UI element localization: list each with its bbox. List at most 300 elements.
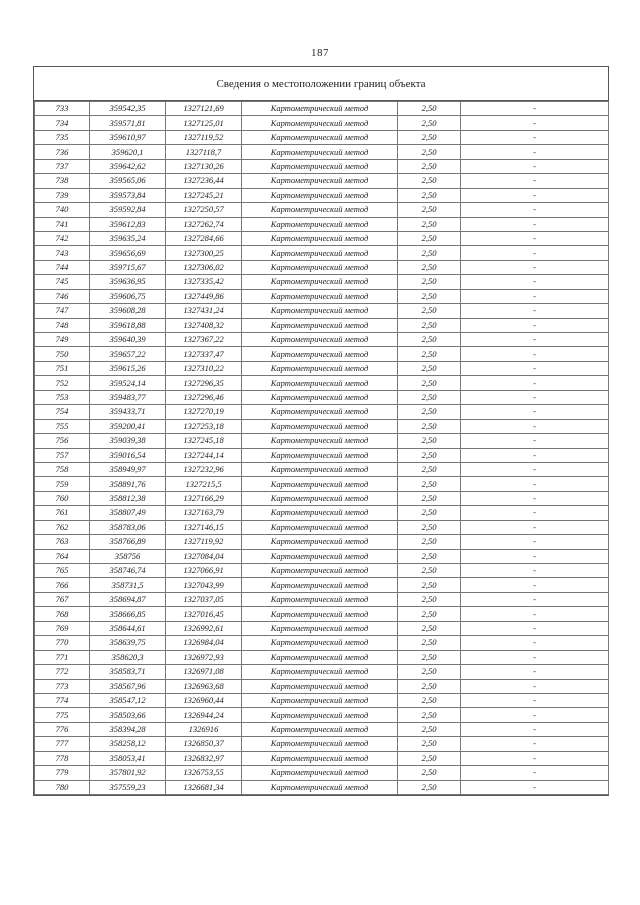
table-row [35,564,609,578]
coord-x-cell: 358807,49 [90,506,166,520]
coord-y-cell: 1327084,04 [166,549,242,563]
table-row [35,390,609,404]
coordinates-table [34,101,609,795]
point-number-cell: 747 [35,304,90,318]
table-row [35,693,609,707]
point-number-cell: 735 [35,130,90,144]
method-cell: Картометрический метод [242,693,398,707]
table-row [35,145,609,159]
table-row [35,722,609,736]
table-row [35,231,609,245]
point-number-cell: 746 [35,289,90,303]
coord-y-cell: 1326850,37 [166,737,242,751]
accuracy-cell: 2,50 [398,260,461,274]
accuracy-cell: 2,50 [398,145,461,159]
accuracy-cell: 2,50 [398,304,461,318]
accuracy-cell: 2,50 [398,636,461,650]
note-cell: - [461,621,609,635]
coord-y-cell: 1327367,22 [166,333,242,347]
method-cell: Картометрический метод [242,679,398,693]
method-cell: Картометрический метод [242,188,398,202]
note-cell: - [461,246,609,260]
method-cell: Картометрический метод [242,174,398,188]
table-row [35,578,609,592]
section-title: Сведения о местоположении границ объекта [34,67,608,101]
note-cell: - [461,405,609,419]
accuracy-cell: 2,50 [398,506,461,520]
coord-y-cell: 1327236,44 [166,174,242,188]
point-number-cell: 749 [35,333,90,347]
coord-y-cell: 1326916 [166,722,242,736]
coord-x-cell: 358394,28 [90,722,166,736]
coord-y-cell: 1327130,26 [166,159,242,173]
point-number-cell: 775 [35,708,90,722]
coord-x-cell: 358746,74 [90,564,166,578]
method-cell: Картометрический метод [242,766,398,780]
accuracy-cell: 2,50 [398,650,461,664]
note-cell: - [461,130,609,144]
point-number-cell: 773 [35,679,90,693]
coord-y-cell: 1327449,86 [166,289,242,303]
coord-y-cell: 1326753,55 [166,766,242,780]
coord-x-cell: 359618,88 [90,318,166,332]
table-row [35,102,609,116]
method-cell: Картометрический метод [242,564,398,578]
table-row [35,434,609,448]
coord-y-cell: 1327296,35 [166,376,242,390]
note-cell: - [461,708,609,722]
coord-x-cell: 358639,75 [90,636,166,650]
table-row [35,318,609,332]
method-cell: Картометрический метод [242,549,398,563]
method-cell: Картометрический метод [242,520,398,534]
accuracy-cell: 2,50 [398,347,461,361]
table-row [35,650,609,664]
coord-x-cell: 358694,87 [90,592,166,606]
note-cell: - [461,636,609,650]
point-number-cell: 765 [35,564,90,578]
table-row [35,448,609,462]
table-row [35,159,609,173]
method-cell: Картометрический метод [242,145,398,159]
note-cell: - [461,477,609,491]
coord-y-cell: 1327125,01 [166,116,242,130]
note-cell: - [461,751,609,765]
note-cell: - [461,607,609,621]
table-row [35,679,609,693]
coord-x-cell: 359612,83 [90,217,166,231]
accuracy-cell: 2,50 [398,130,461,144]
accuracy-cell: 2,50 [398,203,461,217]
coord-y-cell: 1327335,42 [166,275,242,289]
table-row [35,607,609,621]
coord-x-cell: 358503,66 [90,708,166,722]
coord-x-cell: 358949,97 [90,462,166,476]
coord-x-cell: 359592,84 [90,203,166,217]
coord-y-cell: 1327146,15 [166,520,242,534]
point-number-cell: 760 [35,491,90,505]
note-cell: - [461,549,609,563]
table-row [35,462,609,476]
method-cell: Картометрический метод [242,737,398,751]
accuracy-cell: 2,50 [398,434,461,448]
coord-x-cell: 358547,12 [90,693,166,707]
method-cell: Картометрический метод [242,592,398,606]
table-row [35,174,609,188]
method-cell: Картометрический метод [242,246,398,260]
coord-y-cell: 1327253,18 [166,419,242,433]
note-cell: - [461,679,609,693]
point-number-cell: 769 [35,621,90,635]
coord-y-cell: 1327408,32 [166,318,242,332]
coord-y-cell: 1327043,99 [166,578,242,592]
accuracy-cell: 2,50 [398,766,461,780]
accuracy-cell: 2,50 [398,376,461,390]
method-cell: Картометрический метод [242,217,398,231]
point-number-cell: 759 [35,477,90,491]
coord-x-cell: 358644,61 [90,621,166,635]
coord-x-cell: 357559,23 [90,780,166,794]
method-cell: Картометрический метод [242,607,398,621]
point-number-cell: 778 [35,751,90,765]
note-cell: - [461,102,609,116]
accuracy-cell: 2,50 [398,780,461,794]
coord-y-cell: 1327284,66 [166,231,242,245]
point-number-cell: 767 [35,592,90,606]
table-row [35,506,609,520]
accuracy-cell: 2,50 [398,333,461,347]
point-number-cell: 751 [35,361,90,375]
table-row [35,751,609,765]
point-number-cell: 768 [35,607,90,621]
table-row [35,520,609,534]
accuracy-cell: 2,50 [398,578,461,592]
coord-y-cell: 1327337,47 [166,347,242,361]
note-cell: - [461,203,609,217]
coord-y-cell: 1326984,04 [166,636,242,650]
coord-y-cell: 1327431,24 [166,304,242,318]
method-cell: Картометрический метод [242,722,398,736]
note-cell: - [461,722,609,736]
accuracy-cell: 2,50 [398,159,461,173]
point-number-cell: 739 [35,188,90,202]
accuracy-cell: 2,50 [398,361,461,375]
note-cell: - [461,289,609,303]
accuracy-cell: 2,50 [398,665,461,679]
note-cell: - [461,434,609,448]
coord-x-cell: 358053,41 [90,751,166,765]
accuracy-cell: 2,50 [398,116,461,130]
method-cell: Картометрический метод [242,751,398,765]
table-row [35,333,609,347]
point-number-cell: 762 [35,520,90,534]
table-row [35,304,609,318]
note-cell: - [461,260,609,274]
note-cell: - [461,592,609,606]
method-cell: Картометрический метод [242,578,398,592]
accuracy-cell: 2,50 [398,477,461,491]
coord-x-cell: 358258,12 [90,737,166,751]
point-number-cell: 741 [35,217,90,231]
method-cell: Картометрический метод [242,116,398,130]
accuracy-cell: 2,50 [398,174,461,188]
coord-x-cell: 359016,54 [90,448,166,462]
coord-x-cell: 358766,89 [90,535,166,549]
note-cell: - [461,564,609,578]
note-cell: - [461,448,609,462]
coord-x-cell: 359636,95 [90,275,166,289]
point-number-cell: 766 [35,578,90,592]
accuracy-cell: 2,50 [398,722,461,736]
note-cell: - [461,766,609,780]
coord-x-cell: 358891,76 [90,477,166,491]
coord-y-cell: 1327163,79 [166,506,242,520]
method-cell: Картометрический метод [242,506,398,520]
accuracy-cell: 2,50 [398,751,461,765]
method-cell: Картометрический метод [242,130,398,144]
point-number-cell: 776 [35,722,90,736]
point-number-cell: 764 [35,549,90,563]
coord-x-cell: 359433,71 [90,405,166,419]
accuracy-cell: 2,50 [398,693,461,707]
accuracy-cell: 2,50 [398,607,461,621]
coord-x-cell: 358666,85 [90,607,166,621]
note-cell: - [461,231,609,245]
coord-y-cell: 1326944,24 [166,708,242,722]
table-row [35,246,609,260]
point-number-cell: 780 [35,780,90,794]
method-cell: Картометрический метод [242,361,398,375]
coord-y-cell: 1327262,74 [166,217,242,231]
accuracy-cell: 2,50 [398,564,461,578]
coord-y-cell: 1327119,92 [166,535,242,549]
table-row [35,347,609,361]
coord-y-cell: 1327037,05 [166,592,242,606]
coord-x-cell: 359635,24 [90,231,166,245]
coord-y-cell: 1326972,93 [166,650,242,664]
accuracy-cell: 2,50 [398,448,461,462]
method-cell: Картометрический метод [242,434,398,448]
point-number-cell: 770 [35,636,90,650]
table-row [35,737,609,751]
coord-x-cell: 358812,38 [90,491,166,505]
accuracy-cell: 2,50 [398,549,461,563]
coord-x-cell: 359039,38 [90,434,166,448]
accuracy-cell: 2,50 [398,390,461,404]
note-cell: - [461,780,609,794]
note-cell: - [461,462,609,476]
accuracy-cell: 2,50 [398,318,461,332]
coord-y-cell: 1327232,96 [166,462,242,476]
accuracy-cell: 2,50 [398,217,461,231]
note-cell: - [461,376,609,390]
table-row [35,419,609,433]
note-cell: - [461,188,609,202]
method-cell: Картометрический метод [242,203,398,217]
table-row [35,636,609,650]
point-number-cell: 757 [35,448,90,462]
coord-y-cell: 1327270,19 [166,405,242,419]
note-cell: - [461,347,609,361]
point-number-cell: 733 [35,102,90,116]
method-cell: Картометрический метод [242,102,398,116]
note-cell: - [461,145,609,159]
coord-y-cell: 1326832,97 [166,751,242,765]
method-cell: Картометрический метод [242,491,398,505]
coord-x-cell: 359657,22 [90,347,166,361]
note-cell: - [461,217,609,231]
coord-y-cell: 1327066,91 [166,564,242,578]
note-cell: - [461,159,609,173]
point-number-cell: 737 [35,159,90,173]
method-cell: Картометрический метод [242,159,398,173]
method-cell: Картометрический метод [242,477,398,491]
method-cell: Картометрический метод [242,260,398,274]
point-number-cell: 755 [35,419,90,433]
point-number-cell: 750 [35,347,90,361]
coord-x-cell: 358583,71 [90,665,166,679]
coord-x-cell: 359610,97 [90,130,166,144]
coord-x-cell: 359571,81 [90,116,166,130]
table-row [35,621,609,635]
coord-y-cell: 1327245,21 [166,188,242,202]
coord-x-cell: 359715,67 [90,260,166,274]
point-number-cell: 774 [35,693,90,707]
coord-x-cell: 359483,77 [90,390,166,404]
coord-x-cell: 358783,06 [90,520,166,534]
coord-x-cell: 359542,35 [90,102,166,116]
table-row [35,405,609,419]
point-number-cell: 738 [35,174,90,188]
point-number-cell: 756 [35,434,90,448]
method-cell: Картометрический метод [242,650,398,664]
accuracy-cell: 2,50 [398,275,461,289]
note-cell: - [461,275,609,289]
table-row [35,535,609,549]
table-row [35,549,609,563]
point-number-cell: 761 [35,506,90,520]
coord-x-cell: 359573,84 [90,188,166,202]
table-row [35,260,609,274]
coord-y-cell: 1327300,25 [166,246,242,260]
table-row [35,708,609,722]
method-cell: Картометрический метод [242,304,398,318]
point-number-cell: 779 [35,766,90,780]
coord-x-cell: 359524,14 [90,376,166,390]
coord-x-cell: 359656,69 [90,246,166,260]
note-cell: - [461,318,609,332]
method-cell: Картометрический метод [242,275,398,289]
note-cell: - [461,578,609,592]
method-cell: Картометрический метод [242,419,398,433]
accuracy-cell: 2,50 [398,246,461,260]
point-number-cell: 752 [35,376,90,390]
accuracy-cell: 2,50 [398,419,461,433]
note-cell: - [461,665,609,679]
coord-y-cell: 1326681,34 [166,780,242,794]
coord-x-cell: 359620,1 [90,145,166,159]
method-cell: Картометрический метод [242,405,398,419]
coord-y-cell: 1327306,02 [166,260,242,274]
table-row [35,665,609,679]
coord-x-cell: 358756 [90,549,166,563]
page-number: 187 [311,47,329,59]
coord-x-cell: 359565,06 [90,174,166,188]
accuracy-cell: 2,50 [398,592,461,606]
coord-x-cell: 357801,92 [90,766,166,780]
point-number-cell: 742 [35,231,90,245]
note-cell: - [461,491,609,505]
method-cell: Картометрический метод [242,636,398,650]
table-row [35,780,609,794]
coord-y-cell: 1326960,44 [166,693,242,707]
accuracy-cell: 2,50 [398,289,461,303]
coord-y-cell: 1326963,68 [166,679,242,693]
accuracy-cell: 2,50 [398,188,461,202]
table-row [35,116,609,130]
note-cell: - [461,419,609,433]
coord-x-cell: 359200,41 [90,419,166,433]
point-number-cell: 758 [35,462,90,476]
coord-y-cell: 1326992,61 [166,621,242,635]
coord-x-cell: 358731,5 [90,578,166,592]
coord-y-cell: 1327250,57 [166,203,242,217]
method-cell: Картометрический метод [242,347,398,361]
coord-y-cell: 1327215,5 [166,477,242,491]
accuracy-cell: 2,50 [398,102,461,116]
coord-x-cell: 358567,96 [90,679,166,693]
coord-y-cell: 1327310,22 [166,361,242,375]
method-cell: Картометрический метод [242,333,398,347]
method-cell: Картометрический метод [242,708,398,722]
coord-x-cell: 359606,75 [90,289,166,303]
coord-y-cell: 1326971,08 [166,665,242,679]
table-row [35,376,609,390]
method-cell: Картометрический метод [242,289,398,303]
note-cell: - [461,390,609,404]
coord-y-cell: 1327121,69 [166,102,242,116]
note-cell: - [461,693,609,707]
coord-y-cell: 1327244,14 [166,448,242,462]
table-row [35,289,609,303]
point-number-cell: 777 [35,737,90,751]
note-cell: - [461,535,609,549]
accuracy-cell: 2,50 [398,679,461,693]
note-cell: - [461,116,609,130]
table-row [35,275,609,289]
accuracy-cell: 2,50 [398,621,461,635]
method-cell: Картометрический метод [242,376,398,390]
note-cell: - [461,174,609,188]
method-cell: Картометрический метод [242,621,398,635]
coord-y-cell: 1327166,29 [166,491,242,505]
point-number-cell: 745 [35,275,90,289]
boundary-table [33,66,609,796]
point-number-cell: 748 [35,318,90,332]
point-number-cell: 763 [35,535,90,549]
coord-x-cell: 359642,62 [90,159,166,173]
point-number-cell: 772 [35,665,90,679]
method-cell: Картометрический метод [242,318,398,332]
table-row [35,592,609,606]
point-number-cell: 743 [35,246,90,260]
method-cell: Картометрический метод [242,448,398,462]
coord-x-cell: 359608,28 [90,304,166,318]
table-row [35,491,609,505]
point-number-cell: 736 [35,145,90,159]
table-row [35,217,609,231]
table-row [35,361,609,375]
